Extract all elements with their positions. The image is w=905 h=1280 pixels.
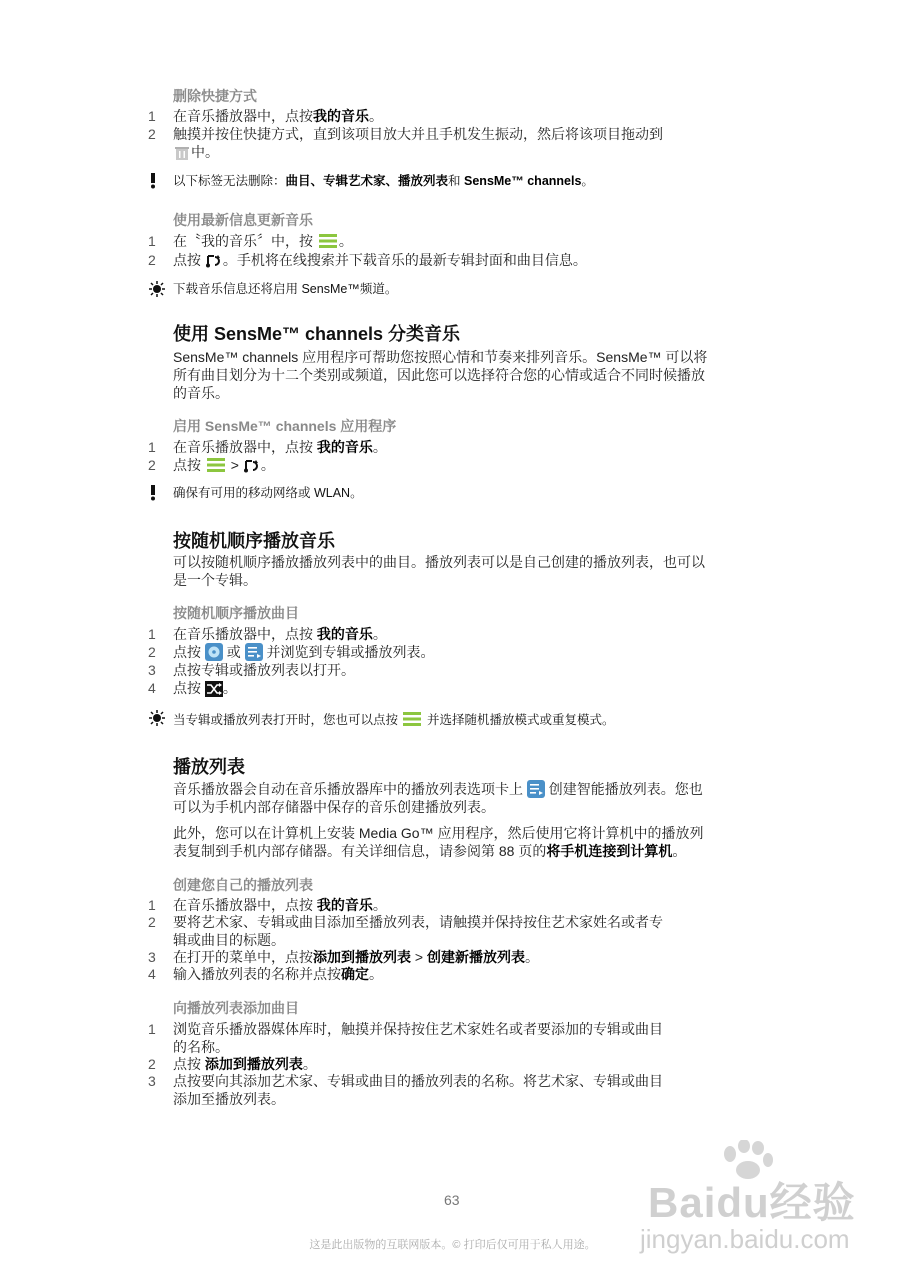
document-page: 删除快捷方式 1 在音乐播放器中，点按我的音乐。 2 触摸并按住快捷方式，直到该项目放大并且手机发生振动，然后将该项目拖动到 中。 以下标签无法删除：曲目、专辑艺术家、播放列表和 SensMe™ channels。 使用最新信息更新音乐 1 在〝我的音乐〞中，按 。 2 点按 。手机将在线搜索并下载音乐的最新专辑封面和曲目信息。 下载音乐信息还将启用 SensMe™频道。 使用 SensMe™ channels 分类音乐 SensMe™ channels 应用程序可帮助您按照心情和节奏来排列音乐。SensMe™ 可以将 所有曲目划分为十二个类别或频道，因此您可以选择符合您的心情或适合不同时候播放 的音乐。 启用 SensMe™ channels 应用程序 1 在音乐播放器中，点按 我的音乐。 2 点按 > 。 确保有可用的移动网络或 WLAN。 按随机顺序播放音乐 可以按随机顺序播放播放列表中的曲目。播放列表可以是自己创建的播放列表，也可以 是一个专辑。 按随机顺序播放曲目 1 在音乐播放器中，点按 我的音乐。 2 点按 或 并浏览到专辑或播放列表。 3 点按专辑或播放列表以打开。 4 点按 。 当专辑或播放列表打开时，您也可以点按 并选择随机播放模式或重复模式。 播放列表 音乐播放器会自动在音乐播放器库中的播放列表选项卡上 创建智能播放列表。您也 可以为手机内部存储器中保存的音乐创建播放列表。 此外，您可以在计算机上安装 Media Go™ 应用程序，然后使用它将计算机中的播放列 表复制到手机内部存储器。有关详细信息，请参阅第 88 页的将手机连接到计算机。 创建您自己的播放列表 1 在音乐播放器中，点按 我的音乐。 2 要将艺术家、专辑或曲目添加至播放列表，请触摸并保持按住艺术家姓名或者专 辑或曲目的标题。 3 在打开的菜单中，点按添加到播放列表 > 创建新播放列表。 4 输入播放列表的名称并点按确定。 向播放列表添加曲目 1 浏览音乐播放器媒体库时，触摸并保持按住艺术家姓名或者要添加的专辑或曲目 的名称。 2 点按 添加到播放列表。 3 点按要向其添加艺术家、专辑或曲目的播放列表的名称。将艺术家、专辑或曲目 添加至播放列表。 Baidu经验 jingyan.baidu.com 63 这是此出版物的互联网版本。© 打印后仅可用于私人用途。 xyxy=(0,0,905,1280)
playlist-icon xyxy=(527,780,545,798)
watermark-url: jingyan.baidu.com xyxy=(640,1224,850,1254)
subheading-update-music: 使用最新信息更新音乐 xyxy=(173,212,313,228)
heading-playlists: 播放列表 xyxy=(173,757,245,777)
subheading-delete-shortcut: 删除快捷方式 xyxy=(173,88,257,104)
shuffle-icon xyxy=(205,681,223,697)
music-update-icon xyxy=(205,253,223,269)
menu-icon xyxy=(317,232,339,250)
menu-icon xyxy=(401,710,423,728)
music-update-icon xyxy=(243,458,261,474)
playlist-icon xyxy=(245,643,263,661)
paragraph-sensme: SensMe™ channels 应用程序可帮助您按照心情和节奏来排列音乐。SensMe™ 可以将 所有曲目划分为十二个类别或频道，因此您可以选择符合您的心情或适合不同时候播放 的音乐。 xyxy=(173,349,708,401)
subheading-shuffle-tracks: 按随机顺序播放曲目 xyxy=(173,605,299,621)
warning-icon xyxy=(148,173,158,189)
warning-icon xyxy=(148,485,158,501)
tip-icon xyxy=(148,710,166,726)
subheading-enable-sensme: 启用 SensMe™ channels 应用程序 xyxy=(173,418,397,434)
paragraph-shuffle: 可以按随机顺序播放播放列表中的曲目。播放列表可以是自己创建的播放列表，也可以 是一个专辑。 xyxy=(173,554,705,588)
heading-shuffle: 按随机顺序播放音乐 xyxy=(173,531,335,551)
paragraph-playlists-2: 此外，您可以在计算机上安装 Media Go™ 应用程序，然后使用它将计算机中的播放列 表复制到手机内部存储器。有关详细信息，请参阅第 88 页的将手机连接到计算机。 xyxy=(173,825,704,859)
subheading-create-playlist: 创建您自己的播放列表 xyxy=(173,877,313,893)
baidu-watermark xyxy=(640,1140,870,1275)
trash-icon xyxy=(173,145,191,161)
footer-note: 这是此出版物的互联网版本。© 打印后仅可用于私人用途。 xyxy=(309,1239,596,1251)
page-number: 63 xyxy=(444,1192,460,1208)
watermark-logo: Baidu经验 xyxy=(648,1179,856,1226)
paragraph-playlists-1: 音乐播放器会自动在音乐播放器库中的播放列表选项卡上 创建智能播放列表。您也 可以为手机内部存储器中保存的音乐创建播放列表。 xyxy=(173,781,703,815)
subheading-add-to-playlist: 向播放列表添加曲目 xyxy=(173,1000,299,1016)
heading-sensme: 使用 SensMe™ channels 分类音乐 xyxy=(173,324,461,344)
album-icon xyxy=(205,643,223,661)
tip-icon xyxy=(148,281,166,297)
menu-icon xyxy=(205,456,227,474)
